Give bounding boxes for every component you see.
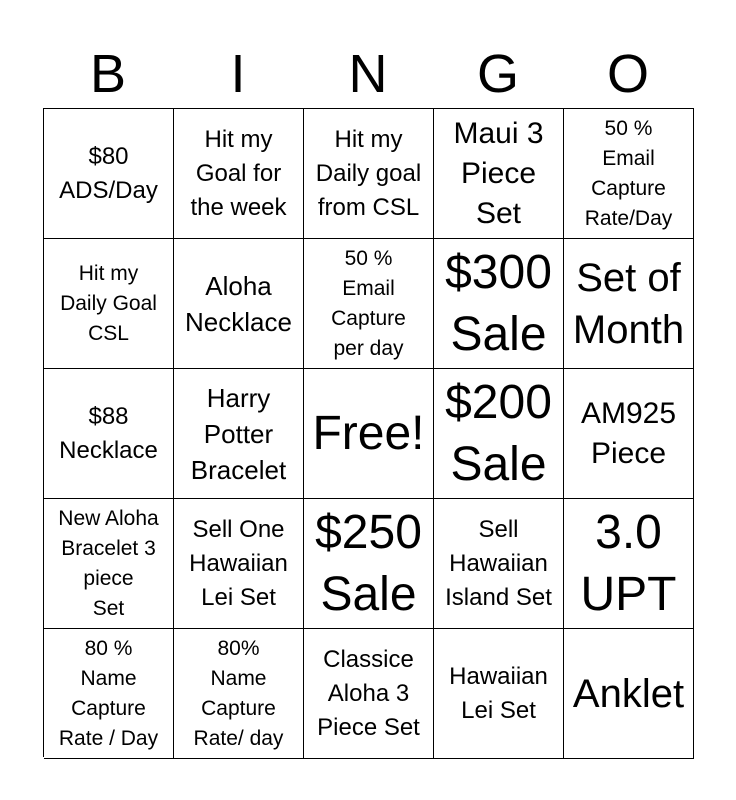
cell-text: 3.0 UPT: [580, 505, 677, 621]
bingo-board: [43, 108, 694, 757]
cell-text: $80 ADS/Day: [59, 142, 158, 204]
bingo-cell-r4-c0[interactable]: [44, 629, 174, 759]
bingo-cell-r1-c0[interactable]: [44, 239, 174, 369]
bingo-cell-r0-c1[interactable]: [174, 109, 304, 239]
bingo-cell-r0-c2[interactable]: [304, 109, 434, 239]
header-letter-o: O: [606, 44, 649, 104]
cell-text: AM925 Piece: [580, 396, 677, 470]
header-letter-i: I: [230, 44, 246, 104]
cell-text: Sell Hawaiian Island Set: [445, 515, 552, 611]
bingo-cell-r2-c4[interactable]: [564, 369, 694, 499]
bingo-cell-r4-c1[interactable]: [174, 629, 304, 759]
cell-text: Harry Potter Bracelet: [190, 382, 287, 485]
bingo-header: [43, 40, 693, 108]
bingo-cell-r3-c1[interactable]: [174, 499, 304, 629]
header-letter-n: N: [348, 44, 388, 104]
cell-text: Aloha Necklace: [185, 270, 292, 337]
cell-text: $88 Necklace: [59, 402, 158, 464]
bingo-cell-r4-c2[interactable]: [304, 629, 434, 759]
cell-text: 50 % Email Capture Rate/Day: [584, 116, 673, 230]
bingo-cell-r2-c2 free-space[interactable]: [304, 369, 434, 499]
cell-text: $200 Sale: [445, 375, 552, 491]
bingo-cell-r3-c3[interactable]: [434, 499, 564, 629]
cell-text: Sell One Hawaiian Lei Set: [189, 515, 288, 611]
bingo-cell-r4-c4[interactable]: [564, 629, 694, 759]
bingo-cell-r0-c4[interactable]: [564, 109, 694, 239]
cell-text: New Aloha Bracelet 3 piece Set: [58, 506, 159, 620]
cell-text: $300 Sale: [445, 245, 552, 361]
cell-text: 80% Name Capture Rate/ day: [193, 636, 284, 750]
bingo-cell-r2-c1[interactable]: [174, 369, 304, 499]
cell-text: Set of Month: [572, 255, 685, 352]
bingo-cell-r1-c2[interactable]: [304, 239, 434, 369]
bingo-cell-r1-c4[interactable]: [564, 239, 694, 369]
cell-text: Hit my Daily Goal CSL: [60, 261, 157, 345]
cell-text: $250 Sale: [315, 505, 422, 621]
bingo-cell-r0-c3[interactable]: [434, 109, 564, 239]
cell-text: 80 % Name Capture Rate / Day: [58, 636, 159, 750]
bingo-cell-r4-c3[interactable]: [434, 629, 564, 759]
bingo-cell-r2-c3[interactable]: [434, 369, 564, 499]
cell-text: Anklet: [572, 671, 685, 716]
bingo-cell-r0-c0[interactable]: [44, 109, 174, 239]
bingo-cell-r3-c0[interactable]: [44, 499, 174, 629]
header-letter-b: B: [89, 44, 127, 104]
bingo-cell-r3-c4[interactable]: [564, 499, 694, 629]
cell-text: Hit my Daily goal from CSL: [315, 125, 422, 221]
bingo-cell-r1-c3[interactable]: [434, 239, 564, 369]
cell-text: Free!: [312, 406, 425, 460]
bingo-cell-r3-c2[interactable]: [304, 499, 434, 629]
cell-text: Classice Aloha 3 Piece Set: [317, 645, 420, 741]
cell-text: Maui 3 Piece Set: [453, 116, 544, 230]
bingo-cell-r2-c0[interactable]: [44, 369, 174, 499]
bingo-cell-r1-c1[interactable]: [174, 239, 304, 369]
cell-text: 50 % Email Capture per day: [331, 246, 406, 360]
header-letter-g: G: [476, 44, 519, 104]
cell-text: Hawaiian Lei Set: [449, 662, 548, 724]
cell-text: Hit my Goal for the week: [190, 125, 287, 221]
